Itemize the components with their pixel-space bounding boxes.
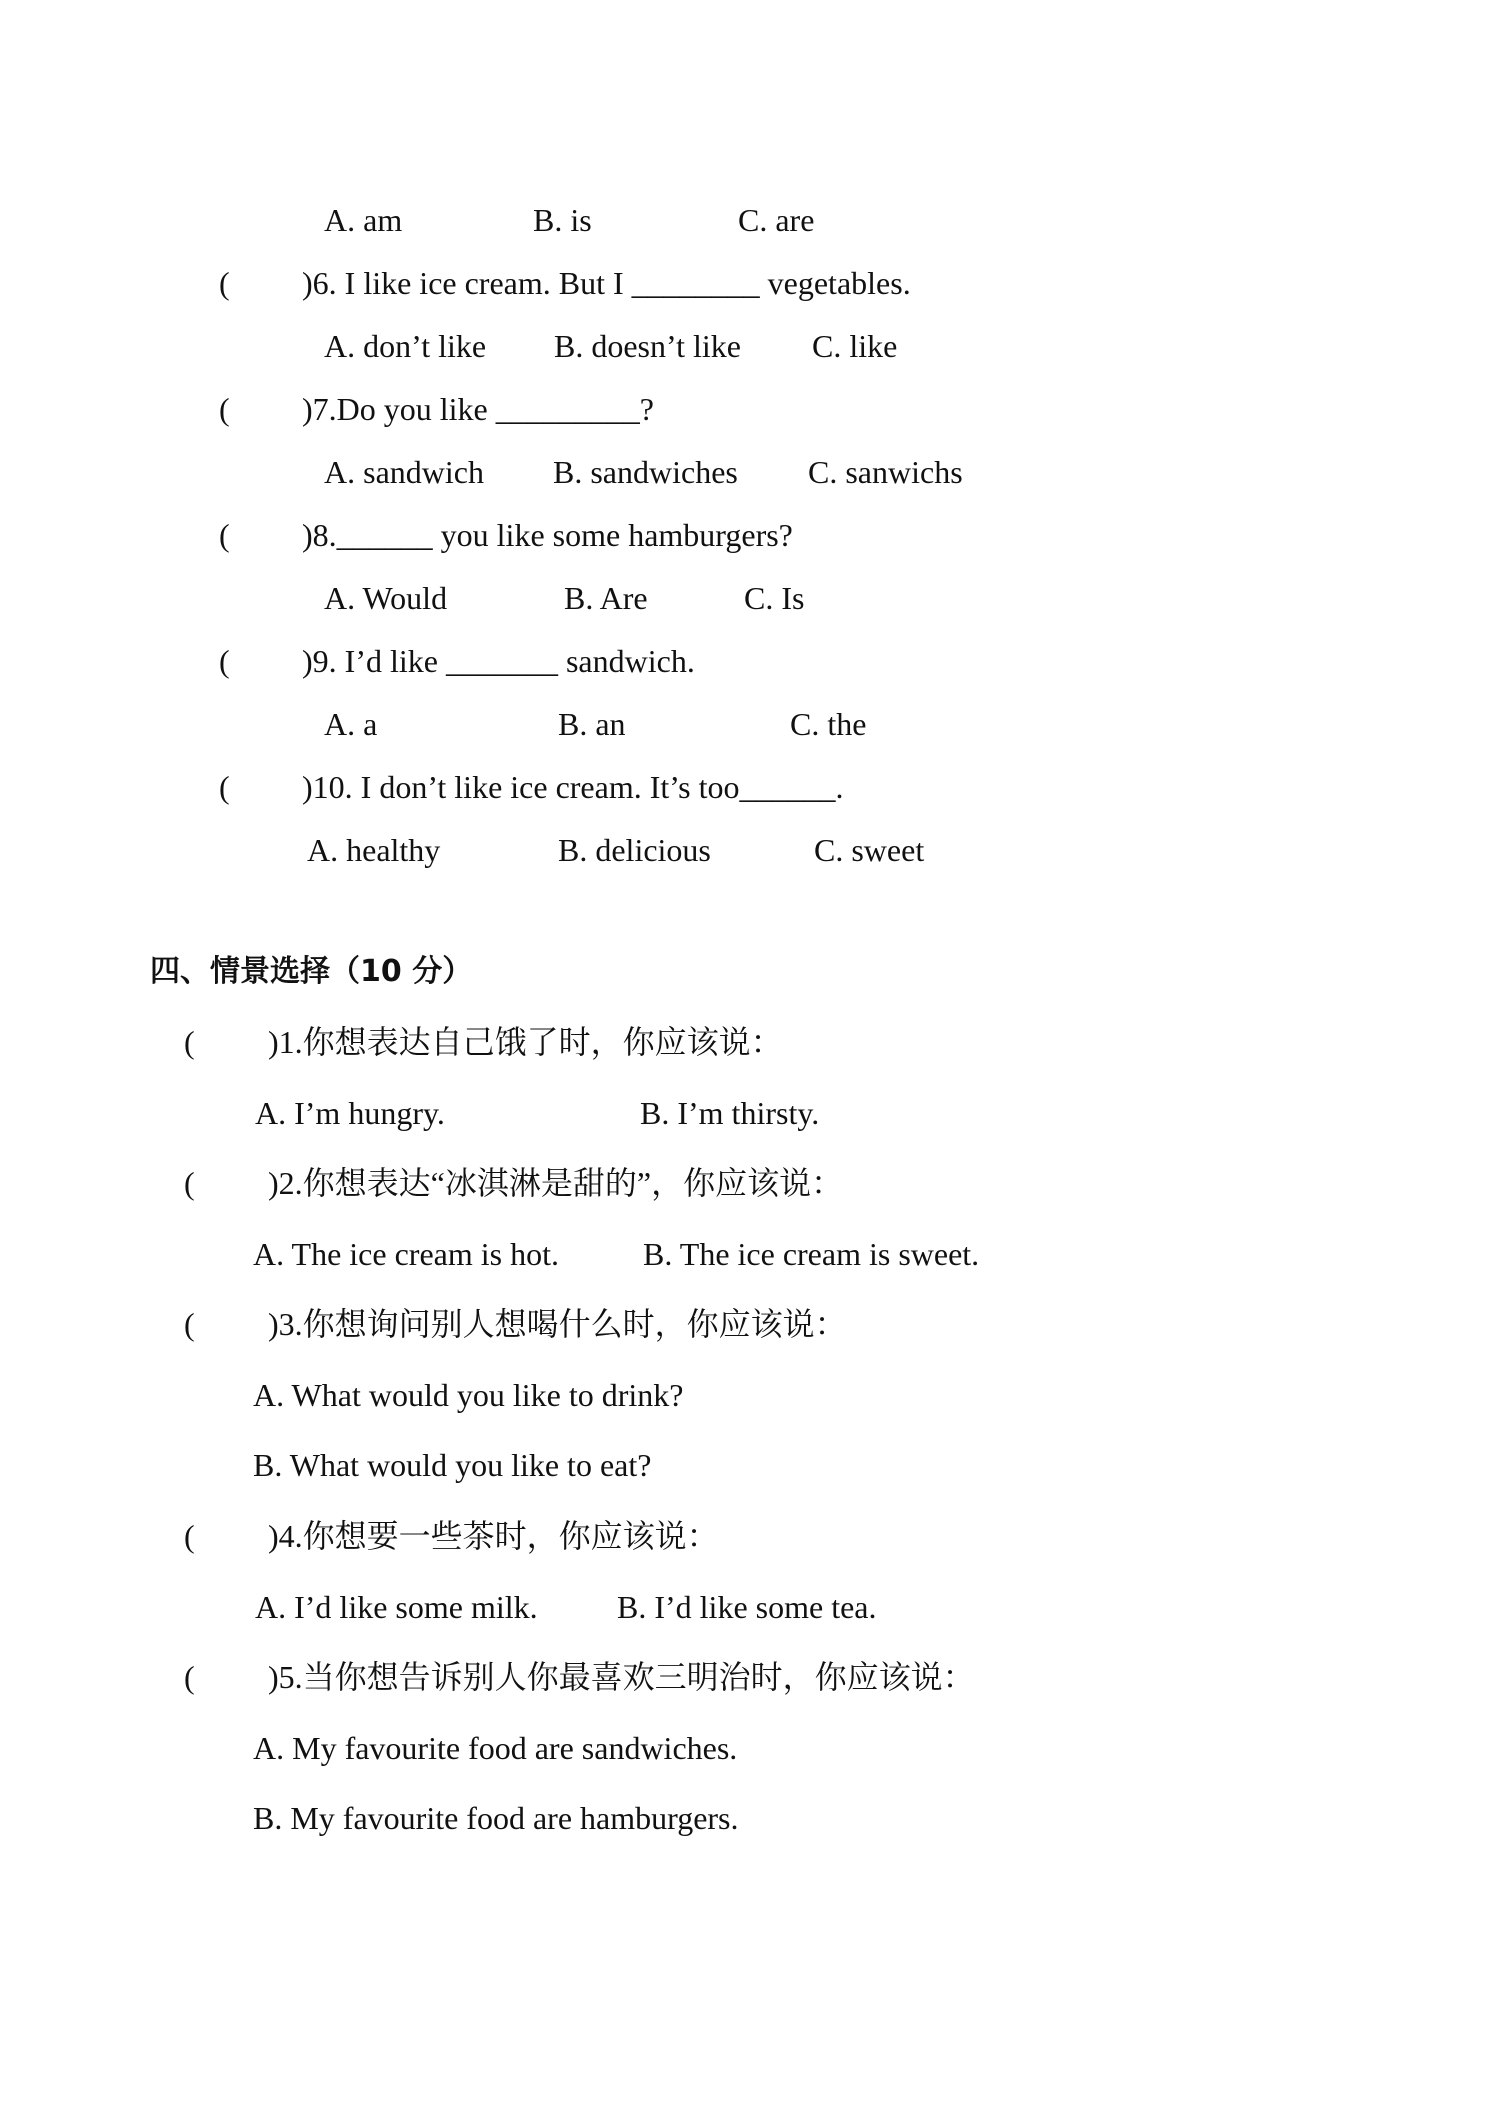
s4-q3-stem: )3.你想询问别人想喝什么时，你应该说： [268,1306,847,1342]
q8-option-b: B. Are [564,580,648,616]
q9-stem: )9. I’d like _______ sandwich. [302,643,695,679]
q7-option-b: B. sandwiches [553,454,738,490]
s4-q5-answer-bracket: ( [184,1659,195,1695]
s4-q1-answer-bracket: ( [184,1024,195,1060]
s4-q1-option-a: A. I’m hungry. [255,1095,445,1131]
s4-q5-option-b: B. My favourite food are hamburgers. [253,1800,739,1836]
s4-q2-option-b: B. The ice cream is sweet. [643,1236,980,1272]
q8-option-c: C. Is [744,580,805,616]
s4-q4-stem: )4.你想要一些茶时，你应该说： [268,1518,719,1554]
q5-option-b: B. is [533,202,592,238]
q9-option-b: B. an [558,706,626,742]
q10-stem: )10. I don’t like ice cream. It’s too______. [302,769,844,805]
q6-option-b: B. doesn’t like [554,328,741,364]
q10-answer-bracket: ( [219,769,230,805]
q10-option-c: C. sweet [814,832,925,868]
s4-q5-stem: )5.当你想告诉别人你最喜欢三明治时，你应该说： [268,1659,975,1695]
s4-q4-option-a: A. I’d like some milk. [255,1589,538,1625]
s4-q4-option-b: B. I’d like some tea. [617,1589,877,1625]
q6-option-a: A. don’t like [324,328,487,364]
q7-option-c: C. sanwichs [808,454,963,490]
q5-option-c: C. are [738,202,815,238]
q8-option-a: A. Would [324,580,448,616]
q10-option-b: B. delicious [558,832,711,868]
q8-stem: )8.______ you like some hamburgers? [302,517,793,553]
s4-q4-answer-bracket: ( [184,1518,195,1554]
q6-answer-bracket: ( [219,265,230,301]
s4-q3-answer-bracket: ( [184,1306,195,1342]
q9-answer-bracket: ( [219,643,230,679]
q9-option-a: A. a [324,706,378,742]
s4-q2-stem: )2.你想表达“冰淇淋是甜的”，你应该说： [268,1165,844,1201]
s4-q2-answer-bracket: ( [184,1165,195,1201]
q6-option-c: C. like [812,328,898,364]
q10-option-a: A. healthy [307,832,441,868]
q7-option-a: A. sandwich [324,454,484,490]
s4-q3-option-b: B. What would you like to eat? [253,1447,652,1483]
q6-stem: )6. I like ice cream. But I ________ vegetables. [302,265,911,301]
q5-option-a: A. am [324,202,403,238]
q7-stem: )7.Do you like _________? [302,391,654,427]
q8-answer-bracket: ( [219,517,230,553]
q9-option-c: C. the [790,706,867,742]
s4-q1-stem: )1.你想表达自己饿了时，你应该说： [268,1024,783,1060]
s4-q2-option-a: A. The ice cream is hot. [253,1236,559,1272]
q7-answer-bracket: ( [219,391,230,427]
s4-q1-option-b: B. I’m thirsty. [640,1095,820,1131]
s4-q5-option-a: A. My favourite food are sandwiches. [253,1730,738,1766]
section4-title: 四、情景选择（10 分） [150,954,473,989]
s4-q3-option-a: A. What would you like to drink? [253,1377,684,1413]
